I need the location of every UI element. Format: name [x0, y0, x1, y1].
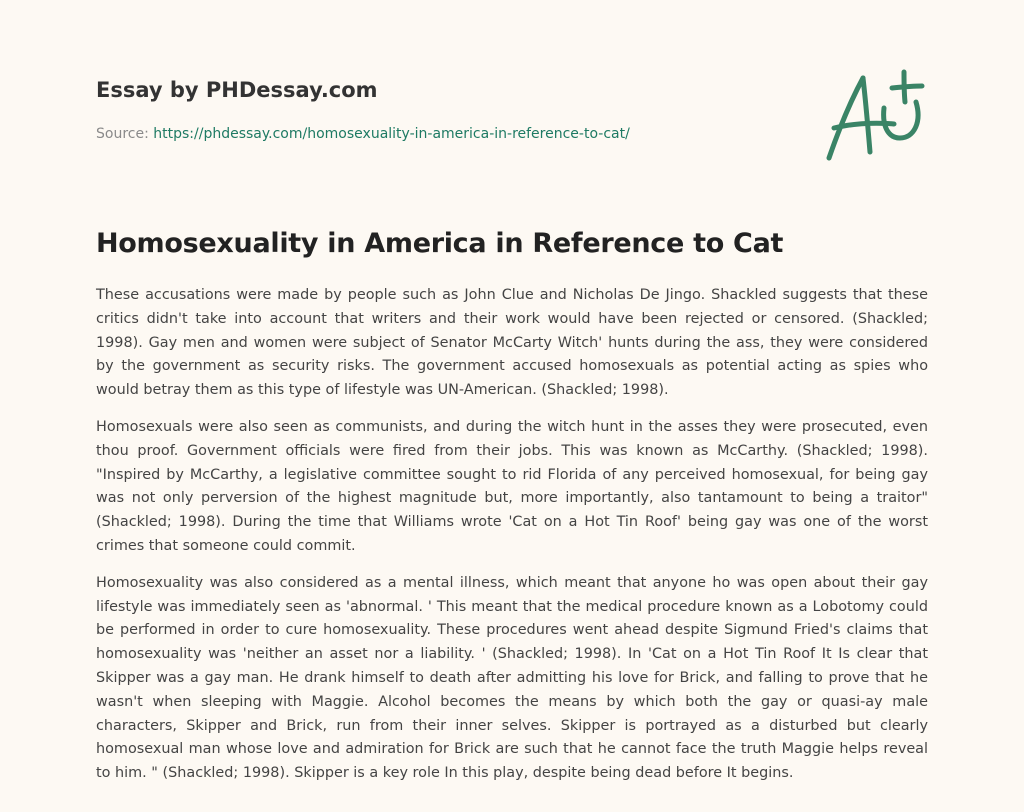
paragraph-3: Homosexuality was also considered as a mental illness, which meant that anyone ho was open about their gay lifestyle was immediately seen as 'abnormal. ' This meant that the medical procedure known as a Lobotomy could be performed in order to cure homosexuality. These procedures went ahead despite Sigmund Fried's claims that homosexuality was 'neither an asset nor a liability. ' (Shackled; 1998). In 'Cat on a Hot Tin Roof It Is clear that Skipper was a gay man. He drank himself to death after admitting his love for Brick, and falling to prove that he wasn't when sleeping with Maggie. Alcohol becomes the means by which both the gay or quasi-ay male characters, Skipper and Brick, run from their inner selves. Skipper is portrayed as a disturbed but clearly homosexual man whose love and admiration for Brick are such that he cannot face the truth Maggie helps reveal to him. " (Shackled; 1998). Skipper is a key role In this play, despite being dead before It begins. — [96, 574, 928, 782]
source-label: Source: — [96, 126, 149, 142]
a-plus-logo-icon — [820, 66, 930, 166]
site-header — [96, 76, 716, 144]
essay-article — [96, 226, 928, 799]
source-link[interactable]: https://phdessay.com/homosexuality-in-america-in-reference-to-cat/ — [153, 126, 630, 142]
site-title: Essay by PHDessay.com — [96, 78, 378, 102]
page-title: Homosexuality in America in Reference to Cat — [96, 228, 784, 259]
paragraph-1: These accusations were made by people such as John Clue and Nicholas De Jingo. Shackled suggests that these critics didn't take into account that writers and their work would have been rejected or censored. (Shackled; 1998). Gay men and women were subject of Senator McCarty Witch' hunts during the ass, they were considered by the government as security risks. The government accused homosexuals as potential acting as spies who would betray them as this type of lifestyle was UN-American. (Shackled; 1998). — [96, 287, 928, 399]
source-line — [96, 124, 716, 144]
paragraph-2: Homosexuals were also seen as communists, and during the witch hunt in the asses they were prosecuted, even thou proof. Government officials were fired from their jobs. This was known as McCarthy. (Shackled; 1998). "Inspired by McCarthy, a legislative committee sought to rid Florida of any perceived homosexual, for being gay was not only perversion of the highest magnitude but, more importantly, also tantamount to being a traitor" (Shackled; 1998). During the time that Williams wrote 'Cat on a Hot Tin Roof' being gay was one of the worst crimes that someone could commit. — [96, 418, 928, 554]
